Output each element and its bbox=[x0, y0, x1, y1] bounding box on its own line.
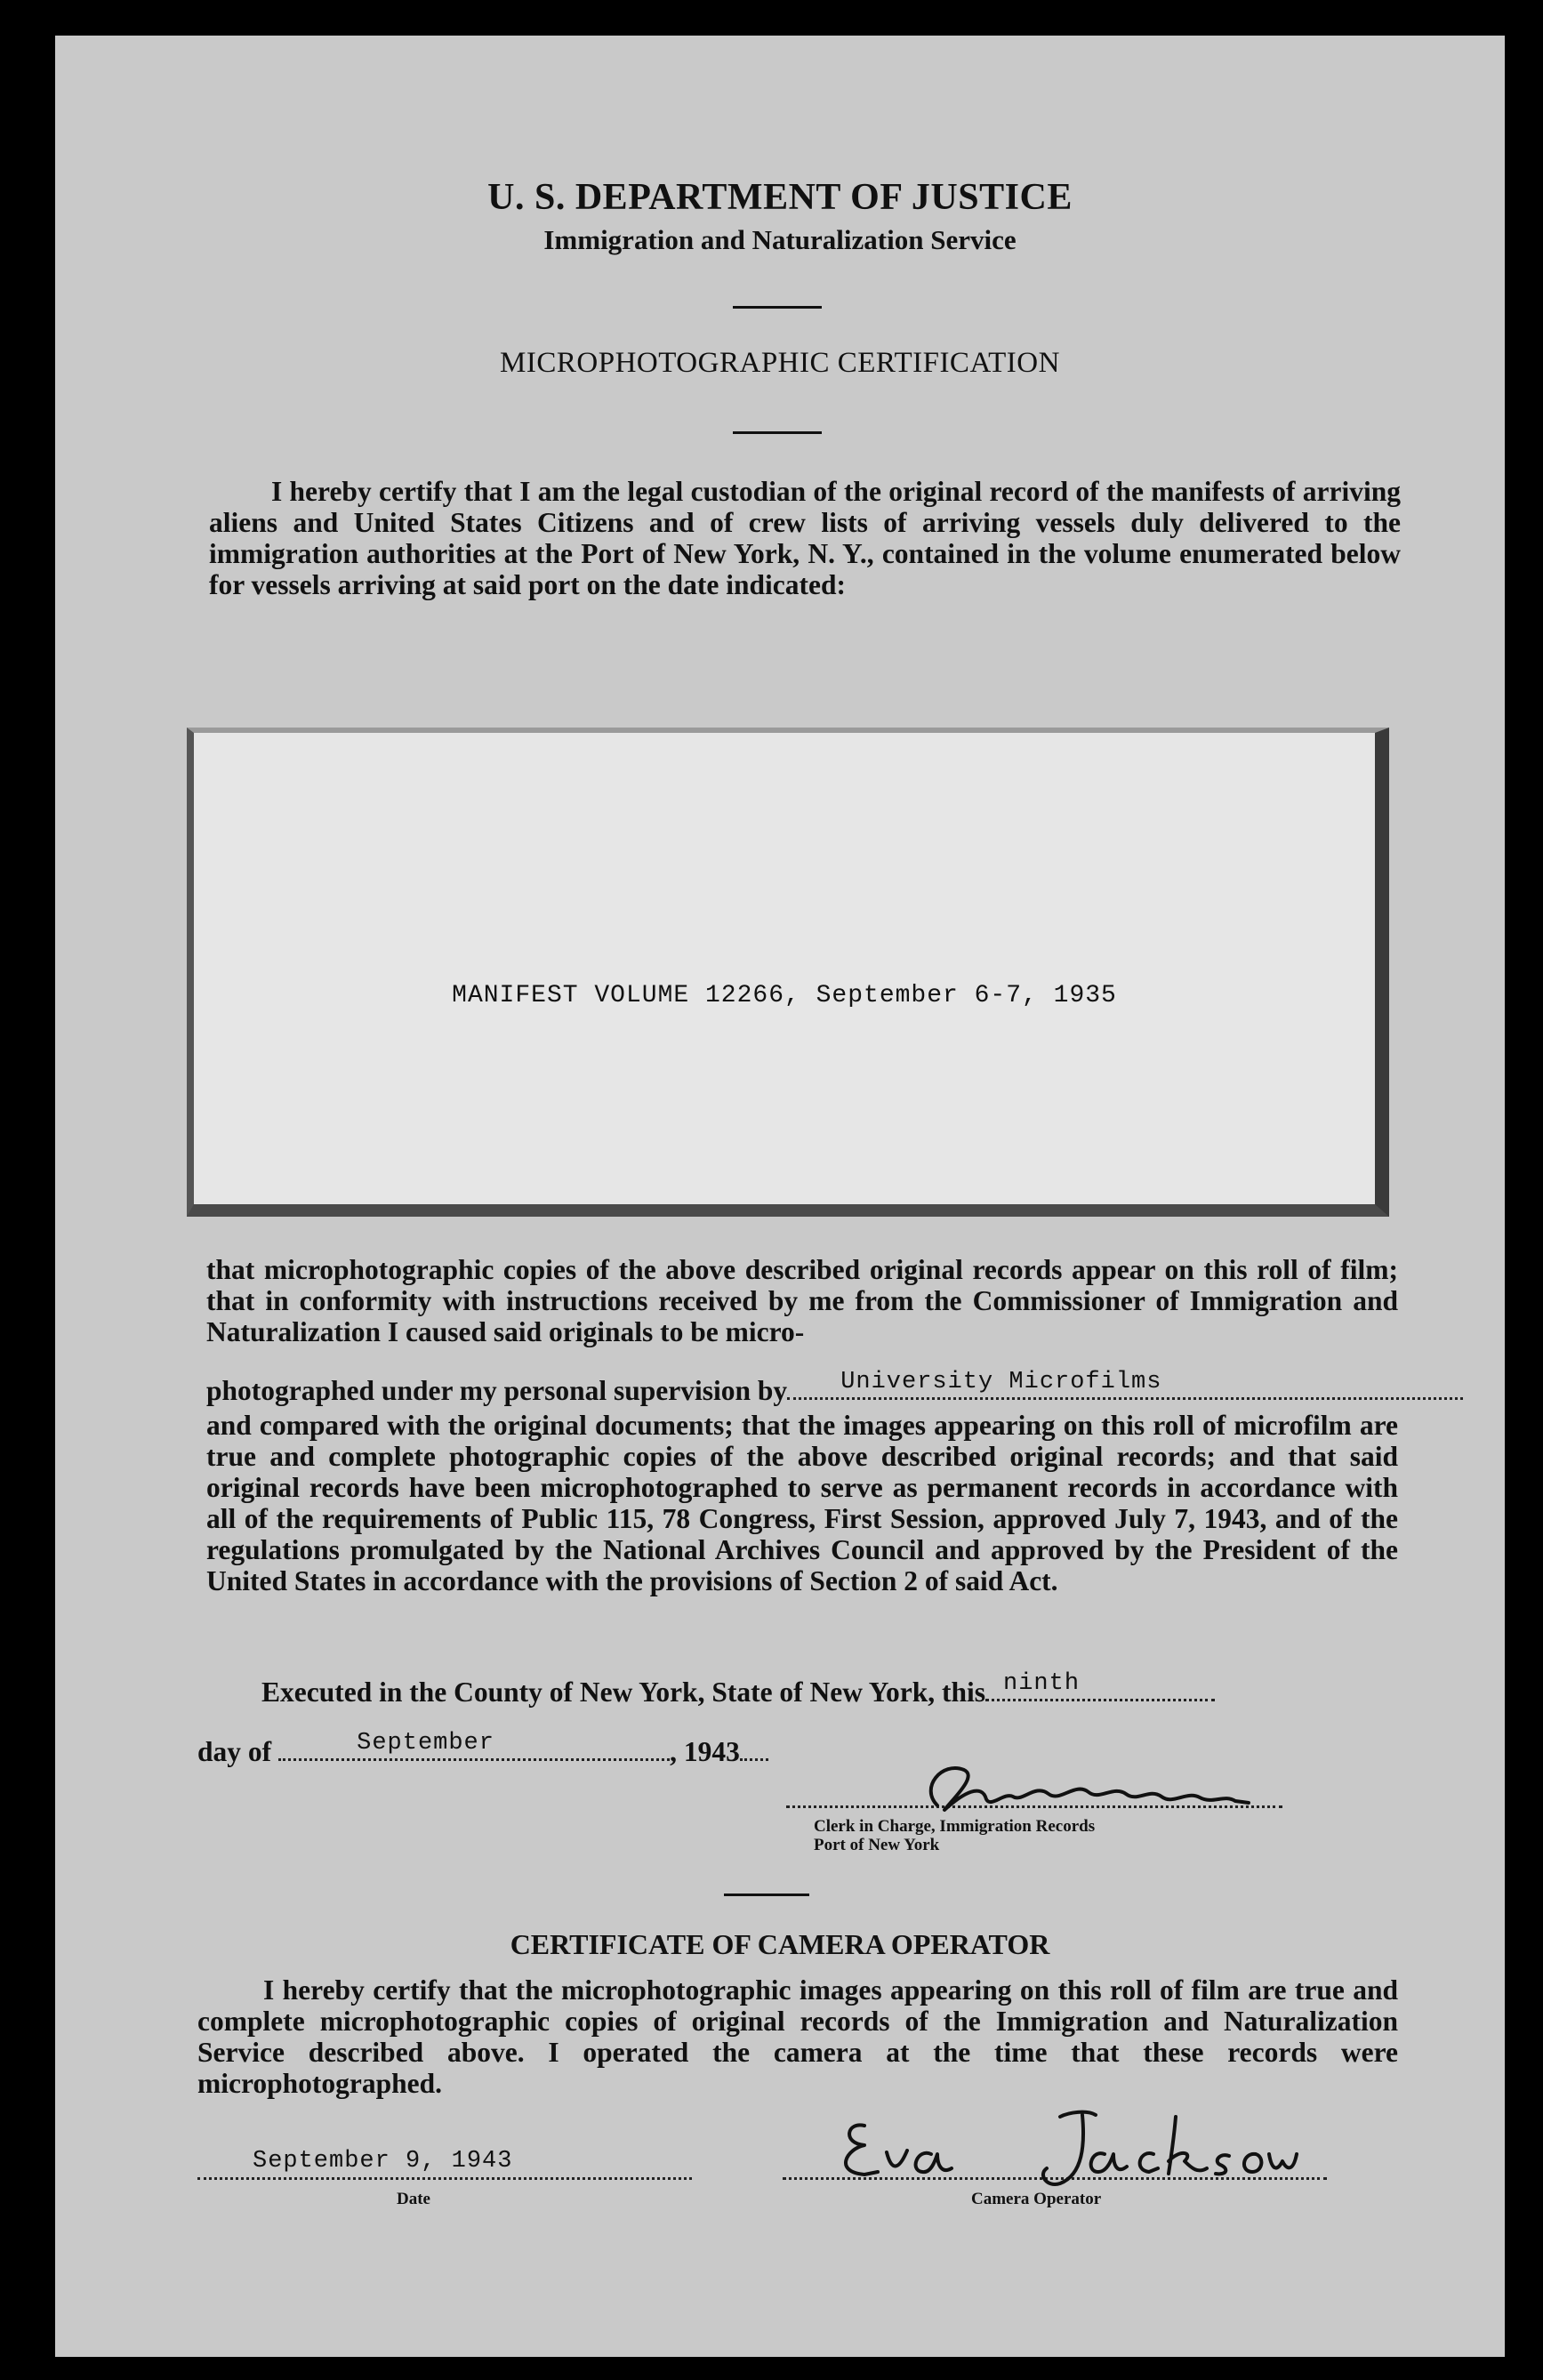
executed-prefix: Executed in the County of New York, State of New York, this bbox=[261, 1676, 986, 1708]
day-dotted-line bbox=[985, 1670, 1215, 1701]
camera-operator-signature bbox=[802, 2090, 1300, 2197]
certificate-sheet bbox=[55, 36, 1505, 2357]
manifest-inset bbox=[187, 728, 1389, 1217]
divider bbox=[724, 1894, 809, 1896]
certificate-date: September 9, 1943 bbox=[253, 2148, 513, 2175]
intro-text: I hereby certify that I am the legal custodian of the original record of the manifests of arriving aliens and United States Citizens and of crew lists of arriving vessels duly delivered to the immigration authorities at the Port of New York, N. Y., contained in the volume enumerated below for vessels arriving at said port on the date indicated: bbox=[209, 476, 1401, 600]
year-dotted-line bbox=[740, 1758, 768, 1761]
day-of-label: day of bbox=[197, 1736, 272, 1767]
filmer-dotted-line bbox=[787, 1369, 1463, 1400]
date-label: Date bbox=[397, 2190, 430, 2208]
clerk-title-line-2: Port of New York bbox=[814, 1836, 940, 1854]
execution-day: ninth bbox=[1003, 1670, 1081, 1697]
date-dotted-line bbox=[197, 2177, 692, 2180]
filmer-line bbox=[206, 1369, 1463, 1407]
camera-operator-paragraph bbox=[197, 1974, 1398, 2099]
department-heading: U. S. DEPARTMENT OF JUSTICE bbox=[487, 177, 1073, 218]
camera-operator-heading: CERTIFICATE OF CAMERA OPERATOR bbox=[510, 1928, 1050, 1960]
divider bbox=[733, 306, 822, 309]
divider bbox=[733, 431, 822, 434]
clerk-title-line-1: Clerk in Charge, Immigration Records bbox=[814, 1817, 1096, 1836]
service-subheading: Immigration and Naturalization Service bbox=[543, 224, 1017, 255]
body-text-2: and compared with the original documents; that the images appearing on this roll of microfilm are true and complete photographic copies of the above described original records; and that said original records have been microphotographed to serve as permanent records in accordance with all of the requirements of Public 115, 78 Congress, First Session, approved July 7, 1943, and of the regulations promulgated by the National Archives Council and approved by the President of the United States in accordance with the provisions of Section 2 of said Act. bbox=[206, 1410, 1398, 1596]
filmer-name: University Microfilms bbox=[840, 1369, 1162, 1395]
body-paragraph-2 bbox=[206, 1410, 1398, 1596]
executed-line bbox=[261, 1670, 1215, 1709]
day-of-line bbox=[197, 1730, 768, 1768]
manifest-volume-text: MANIFEST VOLUME 12266, September 6-7, 1935 bbox=[452, 982, 1117, 1009]
body-paragraph-1 bbox=[206, 1254, 1398, 1347]
month-dotted-line bbox=[278, 1730, 670, 1761]
certification-title: MICROPHOTOGRAPHIC CERTIFICATION bbox=[500, 347, 1060, 379]
camera-operator-text: I hereby certify that the microphotographic images appearing on this roll of film are true and complete microphotographic copies of original records of the Immigration and Naturalization Service described above. I operated the camera at the time that these records were microphotographed. bbox=[197, 1974, 1398, 2099]
intro-paragraph bbox=[209, 476, 1401, 600]
camera-operator-label: Camera Operator bbox=[971, 2190, 1102, 2208]
execution-month: September bbox=[357, 1730, 494, 1757]
filmer-line-prefix: photographed under my personal supervision by bbox=[206, 1375, 788, 1406]
body-text-1: that microphotographic copies of the above described original records appear on this roll of film; that in conformity with instructions received by me from the Commissioner of Immigration and Naturalization I caused said originals to be micro- bbox=[206, 1254, 1398, 1347]
clerk-title bbox=[814, 1817, 1095, 1854]
execution-year: , 1943 bbox=[670, 1736, 740, 1767]
